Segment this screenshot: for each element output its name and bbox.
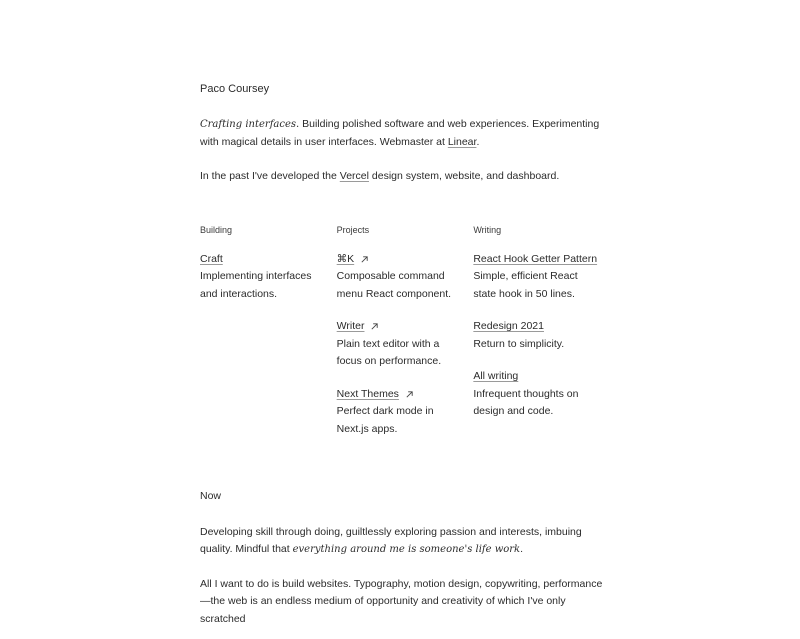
now-p1-text: Developing skill through doing, guiltlessly exploring passion and interests, imbuing quality. Mindful that bbox=[200, 525, 582, 555]
writing-column bbox=[473, 224, 610, 439]
vercel-link[interactable]: Vercel bbox=[339, 170, 369, 182]
item-description: Simple, efficient React state hook in 50 lines. bbox=[473, 270, 578, 300]
projects-heading: Projects bbox=[336, 224, 370, 235]
now-p1-end: . bbox=[520, 543, 524, 555]
building-heading: Building bbox=[200, 224, 233, 235]
now-paragraph-1 bbox=[200, 524, 610, 559]
item-description: Plain text editor with a focus on performance. bbox=[336, 337, 442, 367]
craft-link[interactable]: Craft bbox=[200, 252, 223, 265]
next-themes-link[interactable]: Next Themes bbox=[336, 387, 399, 400]
list-item bbox=[200, 251, 337, 304]
item-description: Composable command menu React component. bbox=[336, 270, 452, 300]
intro-end: . bbox=[476, 135, 480, 148]
building-column bbox=[200, 224, 337, 439]
main-content bbox=[200, 81, 610, 639]
linear-link[interactable]: Linear bbox=[447, 135, 477, 148]
cmdk-link[interactable]: ⌘K bbox=[336, 252, 355, 265]
arrow-up-right-icon bbox=[370, 322, 379, 331]
writing-heading: Writing bbox=[473, 224, 502, 235]
past-after: design system, website, and dashboard. bbox=[368, 170, 560, 182]
intro-paragraph bbox=[200, 116, 610, 151]
past-before: In the past I've developed the bbox=[200, 170, 340, 182]
list-item bbox=[473, 251, 610, 304]
projects-column bbox=[337, 224, 474, 439]
list-item bbox=[337, 318, 474, 371]
arrow-up-right-icon bbox=[405, 390, 414, 399]
now-paragraph-2: All I want to do is build websites. Typography, motion design, copywriting, performance—the web is an endless medium of opportunity and creativity of which I've only scratched bbox=[200, 577, 603, 625]
all-writing-link[interactable]: All writing bbox=[473, 370, 519, 382]
list-item bbox=[473, 368, 610, 421]
redesign-2021-link[interactable]: Redesign 2021 bbox=[473, 320, 544, 332]
writer-link[interactable]: Writer bbox=[336, 320, 365, 332]
item-description: Implementing interfaces and interactions. bbox=[200, 270, 312, 300]
list-item bbox=[337, 386, 474, 439]
list-item bbox=[337, 251, 474, 304]
intro-italic: Crafting interfaces. bbox=[200, 119, 300, 130]
past-paragraph bbox=[200, 168, 610, 186]
item-description: Return to simplicity. bbox=[473, 337, 565, 350]
react-hook-getter-link[interactable]: React Hook Getter Pattern bbox=[473, 252, 598, 265]
now-heading: Now bbox=[200, 490, 222, 502]
now-p1-italic: everything around me is someone's life work bbox=[292, 544, 521, 555]
arrow-up-right-icon bbox=[360, 255, 369, 264]
list-item bbox=[473, 318, 610, 353]
site-name: Paco Coursey bbox=[200, 83, 270, 95]
item-description: Perfect dark mode in Next.js apps. bbox=[336, 405, 434, 435]
sections-grid bbox=[200, 224, 610, 439]
item-description: Infrequent thoughts on design and code. bbox=[473, 387, 579, 417]
intro-text: Building polished software and web experiences. Experimenting with magical details in user interfaces. Webmaster at bbox=[200, 118, 600, 148]
